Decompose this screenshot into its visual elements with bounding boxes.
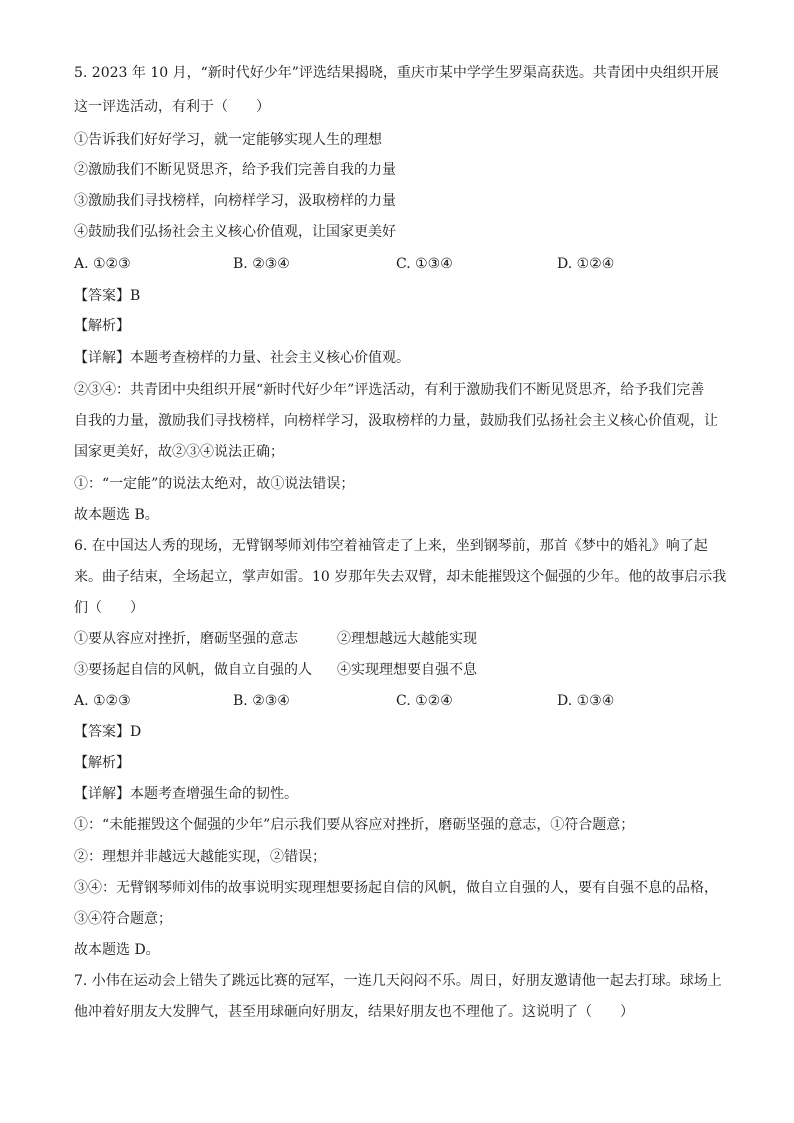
q6-explain-3: ③④：无臂钢琴师刘伟的故事说明实现理想要扬起自信的风帆，做自立自强的人，要有自强不息的品格， xyxy=(74,880,718,896)
q5-option-c: C. ①③④ xyxy=(396,256,453,272)
q6-option-a: A. ①②③ xyxy=(74,693,131,709)
q5-item-1: ①告诉我们好好学习，就一定能够实现人生的理想 xyxy=(74,132,382,148)
q6-answer: 【答案】D xyxy=(74,724,142,740)
q5-option-a: A. ①②③ xyxy=(74,256,131,272)
q6-item-1: ①要从容应对挫折，磨砺坚强的意志 xyxy=(74,631,298,647)
q5-item-4: ④鼓励我们弘扬社会主义核心价值观，让国家更美好 xyxy=(74,224,396,240)
q7-stem-line2: 他冲着好朋友大发脾气，甚至用球砸向好朋友，结果好朋友也不理他了。这说明了（ ） xyxy=(74,1004,634,1020)
q5-stem-line1: 5. 2023 年 10 月，“新时代好少年”评选结果揭晓，重庆市某中学学生罗渠高获选。共青团中央组织开展 xyxy=(74,65,719,81)
q5-explain-1: ②③④：共青团中央组织开展“新时代好少年”评选活动，有利于激励我们不断见贤思齐，给予我们完善 xyxy=(74,382,705,398)
q5-detail: 【详解】本题考查榜样的力量、社会主义核心价值观。 xyxy=(74,350,410,366)
q6-explain-4: ③④符合题意； xyxy=(74,911,172,927)
q7-stem-line1: 7. 小伟在运动会上错失了跳远比赛的冠军，一连几天闷闷不乐。周日，好朋友邀请他一起去打球。球场上 xyxy=(74,973,722,989)
q6-item-4: ④实现理想要自强不息 xyxy=(337,662,477,678)
q5-answer: 【答案】B xyxy=(74,288,141,304)
q6-analysis-label: 【解析】 xyxy=(74,755,130,771)
q6-item-2: ②理想越远大越能实现 xyxy=(337,631,477,647)
q6-option-d: D. ①③④ xyxy=(557,693,615,709)
q5-stem-line2: 这一评选活动，有利于（ ） xyxy=(74,99,270,115)
q5-explain-4: ①：“一定能”的说法太绝对，故①说法错误； xyxy=(74,476,355,492)
q5-option-b: B. ②③④ xyxy=(233,256,290,272)
q6-detail: 【详解】本题考查增强生命的韧性。 xyxy=(74,786,298,802)
q6-explain-1: ①：“未能摧毁这个倔强的少年”启示我们要从容应对挫折，磨砺坚强的意志，①符合题意； xyxy=(74,817,635,833)
q6-explain-2: ②：理想并非越远大越能实现，②错误； xyxy=(74,849,326,865)
q6-option-b: B. ②③④ xyxy=(233,693,290,709)
q5-explain-2: 自我的力量，激励我们寻找榜样，向榜样学习，汲取榜样的力量，鼓励我们弘扬社会主义核心价值观，让 xyxy=(74,413,718,429)
q5-explain-3: 国家更美好，故②③④说法正确； xyxy=(74,444,284,460)
q6-stem-line3: 们（ ） xyxy=(74,600,144,616)
q6-stem-line2: 来。曲子结束，全场起立，掌声如雷。10 岁那年失去双臂，却未能摧毁这个倔强的少年。他的故事启示我 xyxy=(74,569,727,585)
q5-item-3: ③激励我们寻找榜样，向榜样学习，汲取榜样的力量 xyxy=(74,193,396,209)
q5-conclusion: 故本题选 B。 xyxy=(74,507,159,523)
q6-conclusion: 故本题选 D。 xyxy=(74,942,160,958)
q5-option-d: D. ①②④ xyxy=(557,256,615,272)
q6-item-3: ③要扬起自信的风帆，做自立自强的人 xyxy=(74,662,312,678)
q5-analysis-label: 【解析】 xyxy=(74,318,130,334)
q6-stem-line1: 6. 在中国达人秀的现场，无臂钢琴师刘伟空着袖管走了上来，坐到钢琴前，那首《梦中的婚礼》响了起 xyxy=(74,538,708,554)
q5-item-2: ②激励我们不断见贤思齐，给予我们完善自我的力量 xyxy=(74,162,396,178)
q6-option-c: C. ①②④ xyxy=(396,693,453,709)
